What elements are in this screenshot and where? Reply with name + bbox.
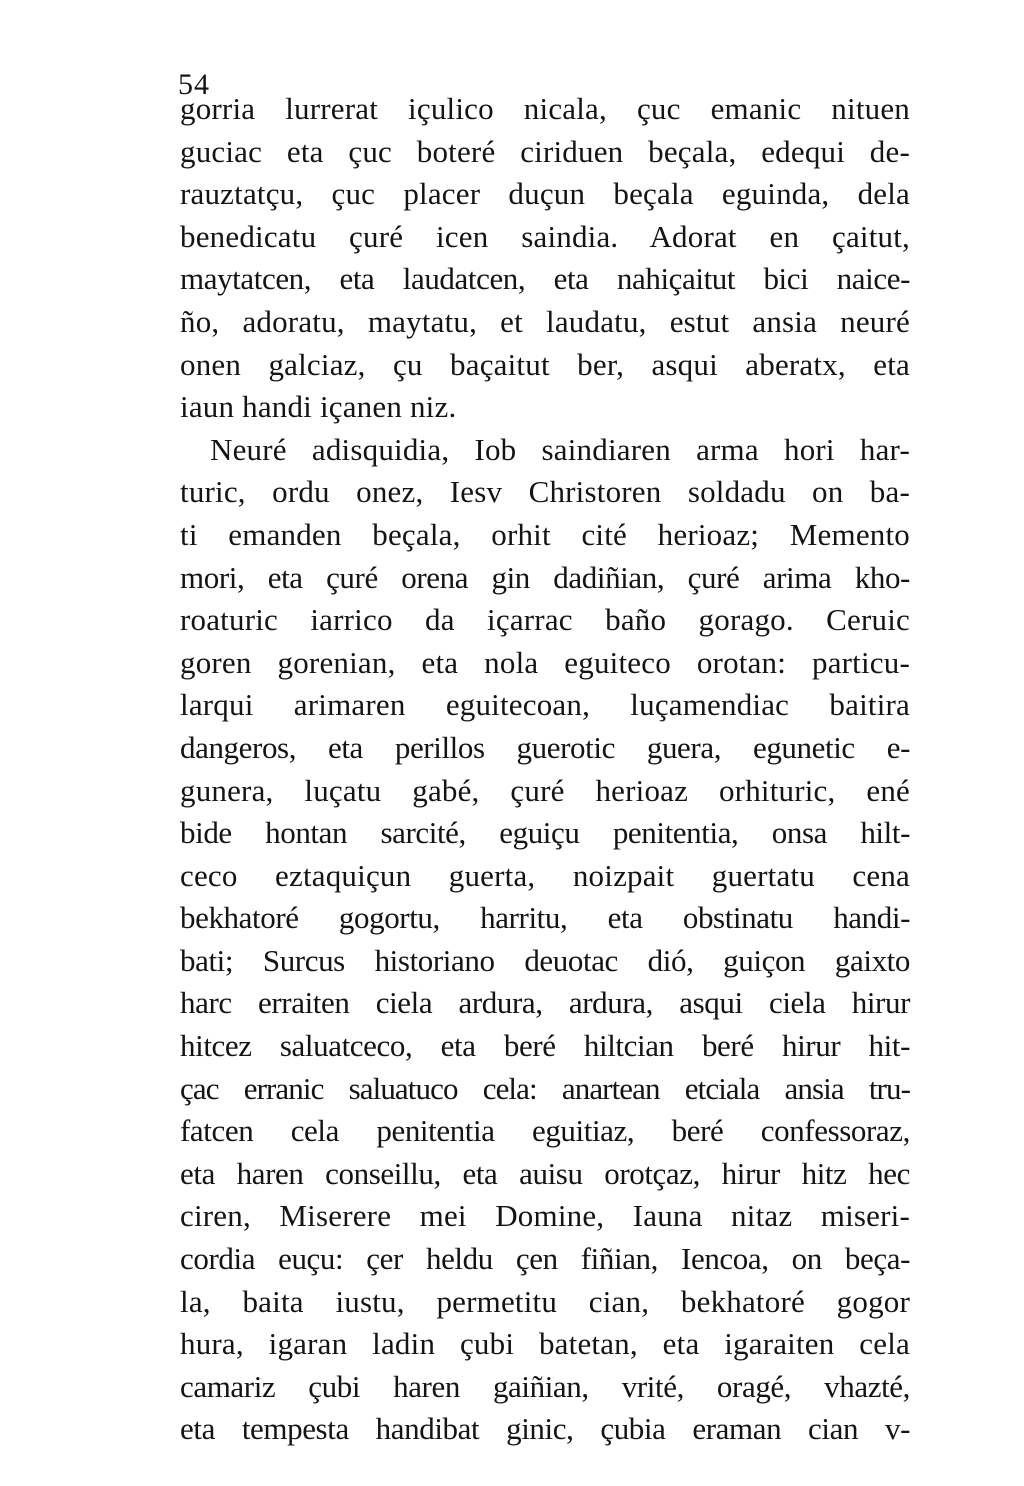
text-line: hura, igaran ladin çubi batetan, eta igaraiten cela: [180, 1326, 910, 1362]
text-line: çac erranic saluatuco cela: anartean etciala ansia tru-: [180, 1070, 910, 1106]
text-line: gorria lurrerat içulico nicala, çuc emanic nituen: [180, 91, 910, 126]
paragraph-2: [180, 429, 910, 1451]
text-line: hitcez saluatceco, eta beré hiltcian beré hirur hit-: [180, 1028, 910, 1064]
text-block: [180, 88, 910, 1451]
text-line: ño, adoratu, maytatu, et laudatu, estut ansia neuré: [180, 303, 910, 339]
text-line: ceco eztaquiçun guerta, noizpait guertatu cena: [180, 857, 910, 893]
text-line: rauztatçu, çuc placer duçun beçala eguinda, dela: [180, 176, 910, 212]
text-line: maytatcen, eta laudatcen, eta nahiçaitut bici naice-: [180, 261, 910, 297]
text-line: camariz çubi haren gaiñian, vrité, oragé, vhazté,: [180, 1368, 910, 1404]
text-line: onen galciaz, çu baçaitut ber, asqui aberatx, eta: [180, 346, 910, 382]
text-line: la, baita iustu, permetitu cian, bekhatoré gogor: [180, 1283, 910, 1319]
text-line: eta tempesta handibat ginic, çubia eraman cian v-: [180, 1411, 910, 1447]
text-line: roaturic iarrico da içarrac baño gorago. Ceruic: [180, 602, 910, 638]
text-line: Neuré adisquidia, Iob saindiaren arma hori har-: [210, 431, 910, 467]
text-line: bide hontan sarcité, eguiçu penitentia, onsa hilt-: [180, 815, 910, 851]
text-line: cordia euçu: çer heldu çen fiñian, Iencoa, on beça-: [180, 1241, 910, 1277]
paragraph-1: [180, 88, 910, 429]
text-line: turic, ordu onez, Iesv Christoren soldadu on ba-: [180, 474, 910, 510]
text-line: goren gorenian, eta nola eguiteco orotan: particu-: [180, 644, 910, 680]
page-number: 54: [178, 68, 210, 101]
text-line: harc erraiten ciela ardura, ardura, asqui ciela hirur: [180, 985, 910, 1021]
text-line: bekhatoré gogortu, harritu, eta obstinatu handi-: [180, 900, 910, 936]
text-line: fatcen cela penitentia eguitiaz, beré confessoraz,: [180, 1113, 910, 1149]
text-line: iaun handi içanen niz.: [180, 389, 457, 425]
text-line: ciren, Miserere mei Domine, Iauna nitaz miseri-: [180, 1198, 910, 1234]
text-line: larqui arimaren eguitecoan, luçamendiac baitira: [180, 687, 910, 723]
text-line: bati; Surcus historiano deuotac dió, guiçon gaixto: [180, 942, 910, 978]
text-line: ti emanden beçala, orhit cité herioaz; Memento: [180, 516, 910, 552]
text-line: benedicatu çuré icen saindia. Adorat en çaitut,: [180, 218, 910, 254]
text-line: mori, eta çuré orena gin dadiñian, çuré arima kho-: [180, 559, 910, 595]
text-line: gunera, luçatu gabé, çuré herioaz orhituric, ené: [180, 772, 910, 808]
text-line: guciac eta çuc boteré ciriduen beçala, edequi de-: [180, 133, 910, 169]
text-line: eta haren conseillu, eta auisu orotçaz, hirur hitz hec: [180, 1155, 910, 1191]
text-line: dangeros, eta perillos guerotic guera, egunetic e-: [180, 729, 910, 765]
